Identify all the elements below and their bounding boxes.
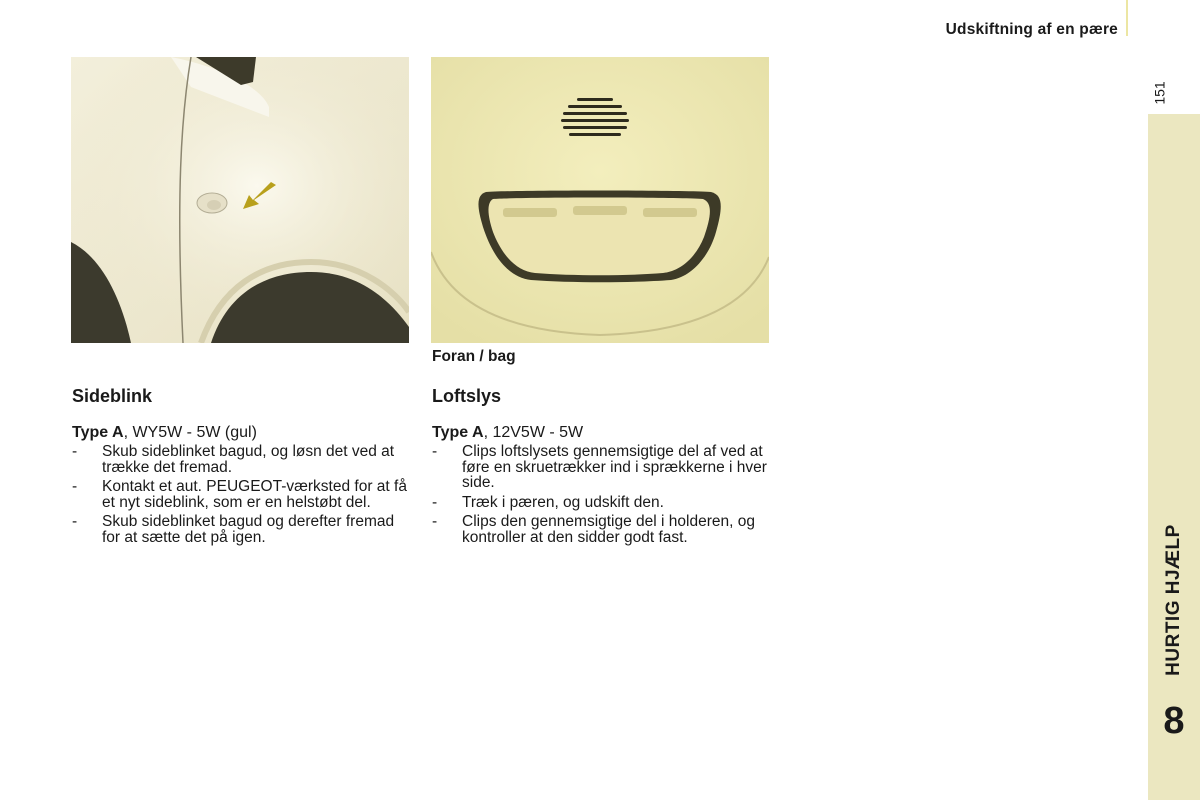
bulb-type-line: Type A, 12V5W - 5W [432,424,584,441]
bulb-type-line: Type A, WY5W - 5W (gul) [72,424,257,441]
side-indicator-photo [71,57,409,343]
section-heading: Sideblink [72,386,153,406]
list-item: - Kontakt et aut. PEUGEOT-værksted for at få et nyt sideblink, som er en helstøbt del. [72,478,407,511]
list-item: - Clips den gennemsigtige del i holderen, og kontroller at den sidder godt fast. [432,513,755,546]
section-loftslys [432,386,772,549]
header-rule [1126,0,1128,36]
section-sideblink [72,386,412,549]
list-item: - Skub sideblinket bagud, og løsn det ved at trække det fremad. [72,443,395,476]
chapter-label: HURTIG HJÆLP [1163,524,1184,676]
list-item: - Skub sideblinket bagud og derefter fremad for at sætte det på igen. [72,513,395,546]
list-item: - Clips loftslysets gennemsigtige del af ved at føre en skruetrækker ind i sprækkerne i hver side. [432,443,767,491]
photo-caption: Foran / bag [432,348,516,365]
list-item: - Træk i pæren, og udskift den. [432,493,664,511]
courtesy-light-photo [431,57,769,343]
instruction-list [432,444,772,545]
instruction-list [72,444,412,545]
chapter-number: 8 [1163,700,1185,742]
header-title: Udskiftning af en pære [945,21,1118,38]
section-heading: Loftslys [432,386,502,406]
page-number: 151 [1151,81,1168,105]
